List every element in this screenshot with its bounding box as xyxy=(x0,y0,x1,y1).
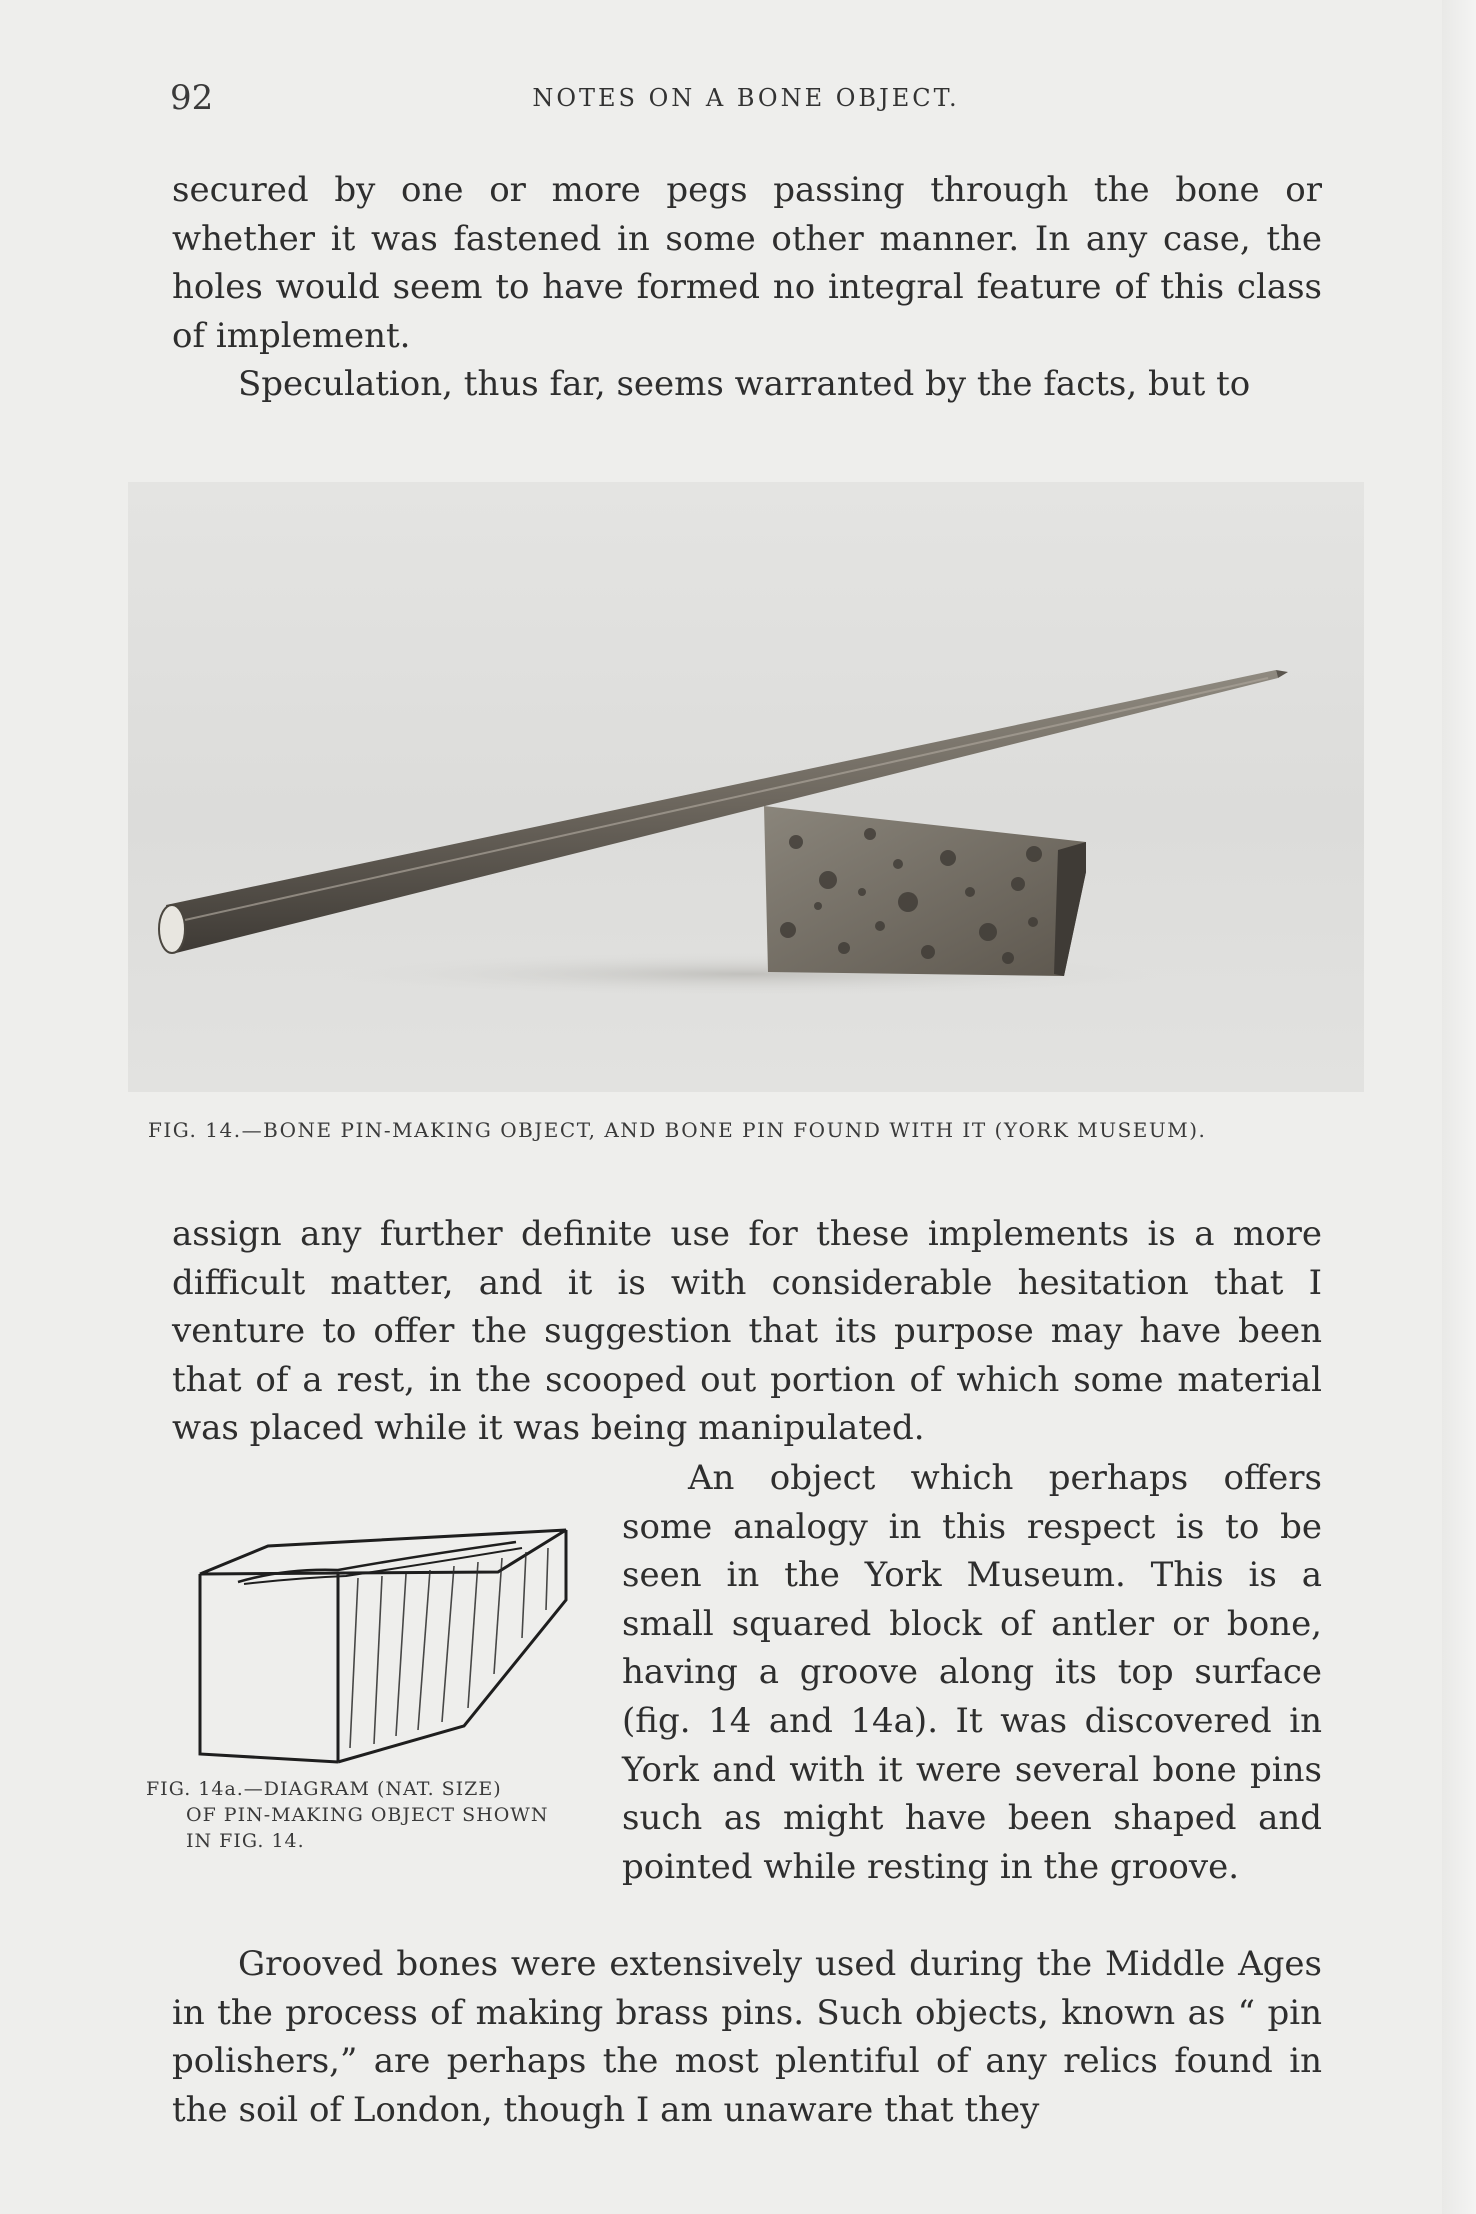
pin-making-block-diagram xyxy=(186,1508,582,1770)
antler-block xyxy=(764,806,1086,976)
figure-14a-caption-line: OF PIN-MAKING OBJECT SHOWN xyxy=(186,1804,549,1826)
page-edge xyxy=(1442,0,1476,2214)
figure-14-photo xyxy=(128,482,1364,1092)
running-head: NOTES ON A BONE OBJECT. xyxy=(532,84,960,112)
paragraph-top-second: Speculation, thus far, seems warranted by the facts, but to xyxy=(238,364,1251,405)
paragraph-continued: assign any further definite use for these implements is a more difficult matter, and it is with considerable hesitation that I venture to offer the suggestion that its purpose may have been that of a rest, in the scooped out portion of which some material was placed while it was being manipulated. xyxy=(172,1214,1322,1449)
page-header xyxy=(170,78,1322,128)
paragraph-top: secured by one or more pegs passing through the bone or whether it was fastened in some other manner. In any case, the holes would seem to have formed no integral feature of this class of implement. xyxy=(172,170,1322,356)
continued-paragraph-block xyxy=(172,1210,1322,1453)
paragraph-right-column: An object which perhaps offers some analogy in this respect is to be seen in the York Museum. This is a small squared block of antler or bone, having a groove along its top surface (fig. 14 and 14a). It was discovered in York and with it were several bone pins such as might have been shaped and pointed while resting in the groove. xyxy=(622,1458,1322,1887)
bottom-paragraph-block xyxy=(172,1940,1322,2134)
paragraph-bottom: Grooved bones were extensively used during the Middle Ages in the process of making brass pins. Such objects, known as “ pin polishers,” are perhaps the most plentiful of any relics found in the soil of London, though I am unaware that they xyxy=(172,1944,1322,2130)
figure-14a-caption-line: FIG. 14a.—DIAGRAM (NAT. SIZE) xyxy=(146,1778,502,1800)
figure-14a-caption xyxy=(146,1776,616,1854)
figure-14a-caption-line: IN FIG. 14. xyxy=(186,1830,305,1852)
bone-pin-photo-illustration xyxy=(128,482,1364,1092)
figure-14-caption: FIG. 14.—BONE PIN-MAKING OBJECT, AND BONE PIN FOUND WITH IT (YORK MUSEUM). xyxy=(148,1118,1207,1142)
figure-14a-diagram xyxy=(186,1508,582,1770)
page-number: 92 xyxy=(170,78,214,118)
bone-pin xyxy=(159,670,1288,953)
top-paragraph-block xyxy=(172,166,1322,409)
right-column-text xyxy=(622,1454,1322,1891)
